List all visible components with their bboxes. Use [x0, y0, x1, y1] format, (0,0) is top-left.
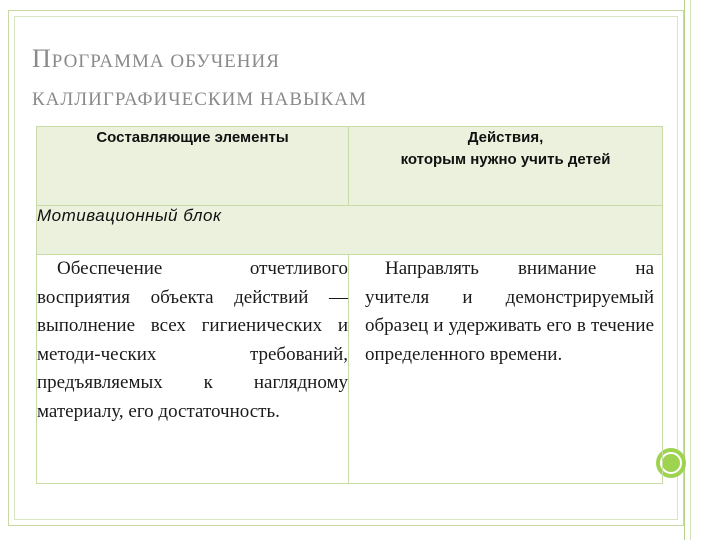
column-header-actions-line1: Действия,	[467, 129, 544, 146]
slide-title	[32, 40, 367, 119]
column-header-elements-text: Составляющие элементы	[96, 129, 289, 146]
cell-elements: Обеспечение отчетливого восприятия объекта действий — выполнение всех гигиенических и методи-ческих требований, предъявляемых к наглядному материалу, его достаточность.	[37, 255, 349, 484]
decorative-rule-secondary	[690, 0, 691, 540]
program-table	[36, 126, 663, 484]
section-row	[37, 206, 663, 255]
decorative-circle-ring	[660, 452, 682, 474]
section-label: Мотивационный блок	[37, 206, 663, 255]
table-header-row	[37, 127, 663, 206]
table-row	[37, 255, 663, 484]
cell-actions: Направлять внимание на учителя и демонстрируемый образец и удерживать его в течение определенного времени.	[349, 255, 663, 484]
column-header-elements	[37, 127, 349, 206]
title-line-1: ПРОГРАММА ОБУЧЕНИЯ	[32, 44, 280, 73]
column-header-actions-line2: которым нужно учить детей	[400, 151, 611, 168]
title-line-2: КАЛЛИГРАФИЧЕСКИМ НАВЫКАМ	[32, 89, 367, 110]
column-header-actions	[349, 127, 663, 206]
